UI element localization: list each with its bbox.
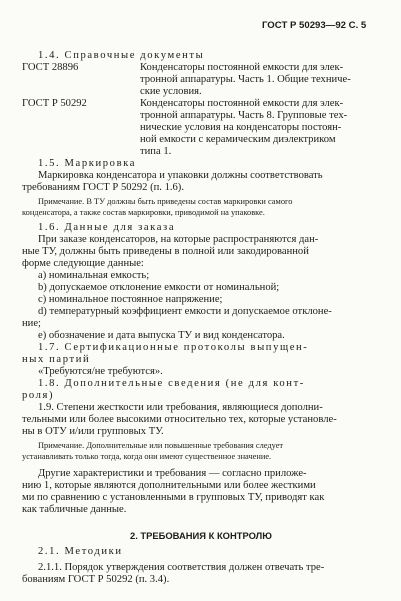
paragraph-line: ми по сравнению с установленными в групповых ТУ, приводят как (22, 492, 325, 503)
paragraph-line: ны в ОТУ и/или групповых ТУ. (22, 426, 164, 437)
list-item: c) номинальное постоянное напряжение; (38, 294, 223, 305)
paragraph-line: 1.9. Степени жесткости или требования, являющиеся дополни- (38, 402, 323, 413)
paragraph-line: тельными или более высокими относительно тех, которые установле- (22, 414, 337, 425)
section-heading: роля) (22, 390, 55, 401)
section-heading: 1.4. Справочные документы (38, 50, 205, 61)
paragraph-line: нию 1, которые являются дополнительными или более жесткими (22, 480, 316, 491)
note-line: Примечание. В ТУ должны быть приведены состав маркировки самого (38, 197, 293, 206)
list-item: а) номинальная емкость; (38, 270, 150, 281)
section-heading: 1.6. Данные для заказа (38, 222, 176, 233)
paragraph-line: бованиям ГОСТ Р 50292 (п. 3.4). (22, 574, 170, 585)
section-heading: 2.1. Методики (38, 546, 123, 557)
paragraph-line: Маркировка конденсатора и упаковки должны соответствовать (38, 170, 323, 181)
list-item: e) обозначение и дата выпуска ТУ и вид конденсатора. (38, 330, 285, 341)
section-heading: 1.5. Маркировка (38, 158, 137, 169)
reference-text: ские условия. (140, 86, 202, 97)
paragraph-line: как табличные данные. (22, 504, 127, 515)
paragraph-line: Другие характеристики и требования — согласно приложе- (38, 468, 307, 479)
section-heading: 1.7. Сертификационные протоколы выпущен- (38, 342, 309, 353)
section-heading: 1.8. Дополнительные сведения (не для конт- (38, 378, 305, 389)
paragraph-line: «Требуются/не требуются». (38, 366, 163, 377)
paragraph-line: форме следующие данные: (22, 258, 144, 269)
reference-text: тронной аппаратуры. Часть 1. Общие техниче- (140, 74, 351, 85)
section-heading: ных партий (22, 354, 91, 365)
page-header: ГОСТ Р 50293—92 С. 5 (262, 20, 367, 31)
note-line: конденсатора, а также состав маркировки, приводимой на упаковке. (22, 208, 265, 217)
reference-code: ГОСТ 28896 (22, 62, 79, 73)
paragraph-line: ные ТУ, должны быть приведены в полной или закодированной (22, 246, 309, 257)
paragraph-line: требованиям ГОСТ Р 50292 (п. 1.6). (22, 182, 184, 193)
reference-text: Конденсаторы постоянной емкости для элек- (140, 98, 344, 109)
reference-text: типа 1. (140, 146, 172, 157)
reference-text: Конденсаторы постоянной емкости для элек- (140, 62, 344, 73)
list-item: d) температурный коэффициент емкости и допускаемое отклоне- (38, 306, 332, 317)
reference-text: нические условия на конденсаторы постоян- (140, 122, 342, 133)
paragraph-line: При заказе конденсаторов, на которые распространяются дан- (38, 234, 319, 245)
list-item: ние; (22, 318, 41, 329)
paragraph-line: 2.1.1. Порядок утверждения соответствия должен отвечать тре- (38, 562, 325, 573)
reference-text: ной емкости с керамическим диэлектриком (140, 134, 336, 145)
reference-code: ГОСТ Р 50292 (22, 98, 87, 109)
chapter-heading: 2. ТРЕБОВАНИЯ К КОНТРОЛЮ (130, 530, 272, 541)
list-item: b) допускаемое отклонение емкости от номинальной; (38, 282, 280, 293)
reference-text: тронной аппаратуры. Часть 8. Групповые тех- (140, 110, 348, 121)
note-line: Примечание. Дополнительные или повышенные требования следует (38, 441, 284, 450)
note-line: устанавливать только тогда, когда они имеют существенное значение. (22, 452, 272, 461)
